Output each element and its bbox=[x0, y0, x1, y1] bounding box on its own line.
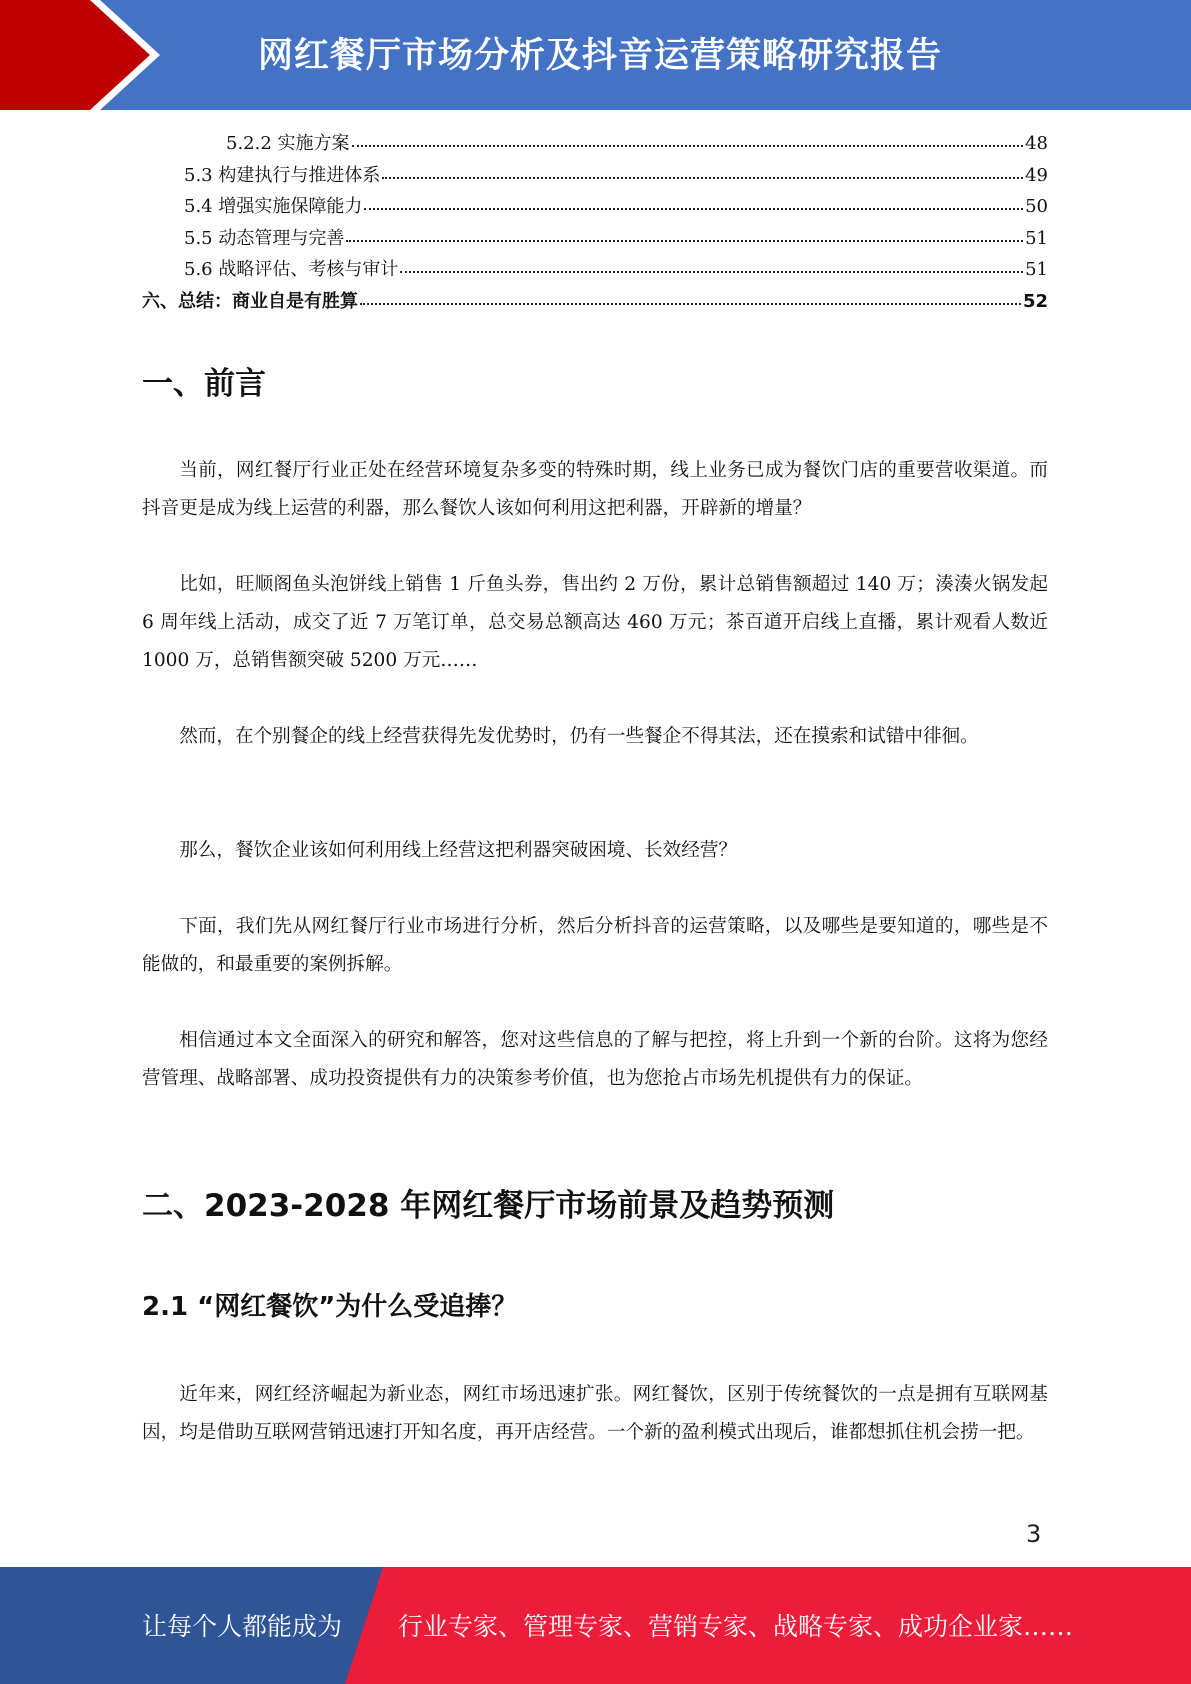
toc-leader bbox=[360, 285, 1021, 305]
toc-item-label: 六、总结：商业自是有胜算 bbox=[142, 290, 358, 312]
toc-item-page: 51 bbox=[1025, 227, 1048, 249]
paragraph: 下面，我们先从网红餐厅行业市场进行分析，然后分析抖音的运营策略，以及哪些是要知道的，哪些是不能做的，和最重要的案例拆解。 bbox=[142, 916, 1048, 975]
paragraph: 当前，网红餐厅行业正处在经营环境复杂多变的特殊时期，线上业务已成为餐饮门店的重要营收渠道。而抖音更是成为线上运营的利器，那么餐饮人该如何利用这把利器，开辟新的增量？ bbox=[142, 460, 1048, 519]
paragraph: 近年来，网红经济崛起为新业态，网红市场迅速扩张。网红餐饮，区别于传统餐饮的一点是拥有互联网基因，均是借助互联网营销迅速打开知名度，再开店经营。一个新的盈利模式出现后，谁都想抓住机会捞一把。 bbox=[142, 1384, 1048, 1443]
heading-chapter-2: 二、2023-2028 年网红餐厅市场前景及趋势预测 bbox=[142, 1188, 835, 1224]
toc-item-page: 48 bbox=[1025, 133, 1048, 154]
page-footer bbox=[0, 1567, 1191, 1684]
toc-item[interactable] bbox=[142, 286, 1048, 318]
toc-item[interactable] bbox=[142, 128, 1048, 160]
footer-slogan-left: 让每个人都能成为 bbox=[142, 1612, 343, 1641]
toc-leader bbox=[364, 190, 1023, 210]
table-of-contents bbox=[142, 128, 1048, 317]
paragraph: 比如，旺顺阁鱼头泡饼线上销售 1 斤鱼头券，售出约 2 万份，累计总销售额超过 140 万；湊湊火锅发起 6 周年线上活动，成交了近 7 万笔订单，总交易总额高达 460 万元；茶百道开启线上直播，累计观看人数近 1000 万，总销售额突破 5200 万元…… bbox=[142, 574, 1048, 671]
toc-item-page: 51 bbox=[1025, 259, 1048, 280]
page-header bbox=[0, 0, 1191, 110]
toc-leader bbox=[346, 222, 1023, 242]
toc-item-label: 5.4 增强实施保障能力 bbox=[184, 196, 363, 217]
paragraph: 相信通过本文全面深入的研究和解答，您对这些信息的了解与把控，将上升到一个新的台阶。这将为您经营管理、战略部署、成功投资提供有力的决策参考价值，也为您抢占市场先机提供有力的保证。 bbox=[142, 1030, 1048, 1089]
toc-leader bbox=[382, 159, 1023, 179]
page-number: 3 bbox=[1026, 1520, 1042, 1548]
toc-item[interactable] bbox=[142, 160, 1048, 192]
paragraph: 那么，餐饮企业该如何利用线上经营这把利器突破困境、长效经营？ bbox=[179, 840, 738, 861]
toc-item-label: 5.5 动态管理与完善 bbox=[184, 227, 345, 249]
toc-leader bbox=[352, 127, 1024, 147]
toc-item-label: 5.3 构建执行与推进体系 bbox=[184, 164, 381, 186]
heading-preface: 一、前言 bbox=[142, 366, 266, 402]
toc-item[interactable] bbox=[142, 254, 1048, 286]
toc-item-page: 50 bbox=[1025, 196, 1048, 217]
paragraph: 然而，在个别餐企的线上经营获得先发优势时，仍有一些餐企不得其法，还在摸索和试错中徘徊。 bbox=[179, 726, 979, 747]
toc-item-page: 49 bbox=[1025, 164, 1048, 186]
document-title: 网红餐厅市场分析及抖音运营策略研究报告 bbox=[258, 36, 943, 76]
toc-item-page: 52 bbox=[1022, 290, 1048, 312]
toc-item-label: 5.2.2 实施方案 bbox=[226, 133, 350, 154]
toc-item-label: 5.6 战略评估、考核与审计 bbox=[184, 259, 399, 280]
toc-leader bbox=[400, 253, 1023, 273]
footer-slogan-right: 行业专家、管理专家、营销专家、战略专家、成功企业家…… bbox=[398, 1612, 1074, 1641]
heading-section-2-1: 2.1 “网红餐饮”为什么受追捧？ bbox=[142, 1292, 518, 1322]
toc-item[interactable] bbox=[142, 191, 1048, 223]
toc-item[interactable] bbox=[142, 223, 1048, 255]
